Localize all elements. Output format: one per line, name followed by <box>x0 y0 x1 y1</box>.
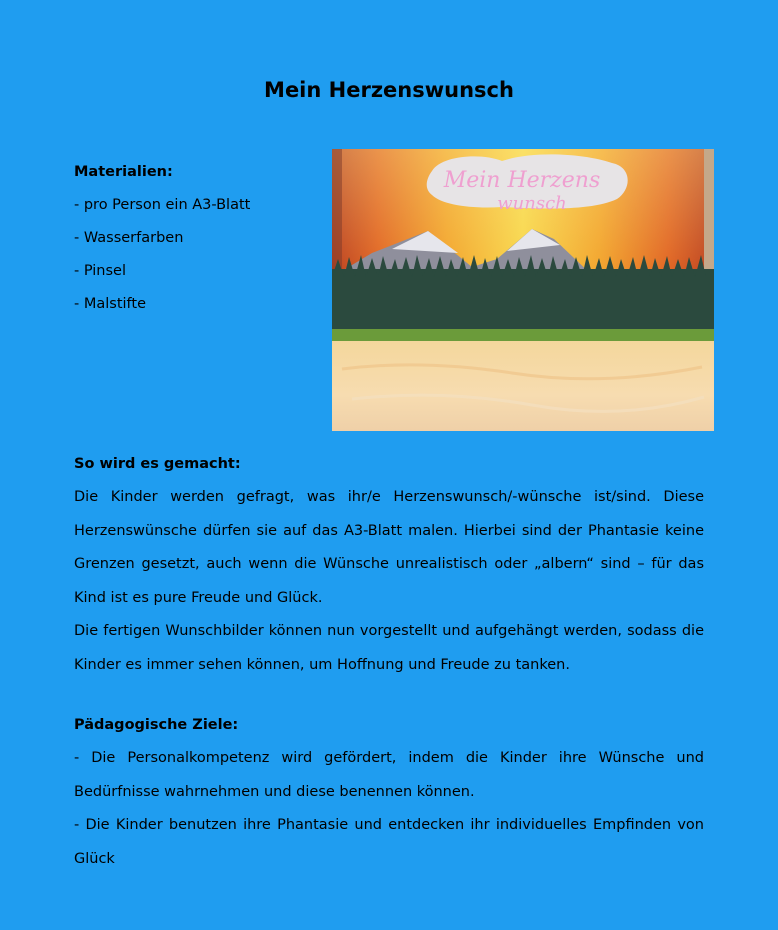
goals-heading: Pädagogische Ziele: <box>74 717 239 733</box>
materials-item: - Pinsel <box>74 263 126 279</box>
materials-item: - Wasserfarben <box>74 230 184 246</box>
howto-paragraph: Die Kinder werden gefragt, was ihr/e Herzenswunsch/-wünsche ist/sind. Diese Herzenswünsche dürfen sie auf das A3-Blatt malen. Hierbei sind der Phantasie keine Grenzen gesetzt, auch wenn die Wünsche unrealistisch oder „albern“ sind – für das Kind ist es pure Freude und Glück. <box>74 489 704 606</box>
goals-section <box>74 709 704 876</box>
materials-heading: Materialien: <box>74 164 173 180</box>
herzenswunsch-painting <box>332 149 714 431</box>
materials-item: - Malstifte <box>74 296 146 312</box>
goals-paragraph: - Die Kinder benutzen ihre Phantasie und entdecken ihr individuelles Empfinden von Glück <box>74 817 704 867</box>
materials-list <box>74 156 324 321</box>
howto-heading: So wird es gemacht: <box>74 456 241 472</box>
howto-section <box>74 448 704 682</box>
goals-paragraph: - Die Personalkompetenz wird gefördert, indem die Kinder ihre Wünsche und Bedürfnisse wahrnehmen und diese benennen können. <box>74 750 704 800</box>
page-title: Mein Herzenswunsch <box>264 78 514 102</box>
painting-caption-line1: Mein Herzens <box>443 168 601 193</box>
materials-item: - pro Person ein A3-Blatt <box>74 197 251 213</box>
painting-caption-line2: wunsch <box>497 193 567 214</box>
howto-paragraph: Die fertigen Wunschbilder können nun vorgestellt und aufgehängt werden, sodass die Kinder es immer sehen können, um Hoffnung und Freude zu tanken. <box>74 623 704 673</box>
